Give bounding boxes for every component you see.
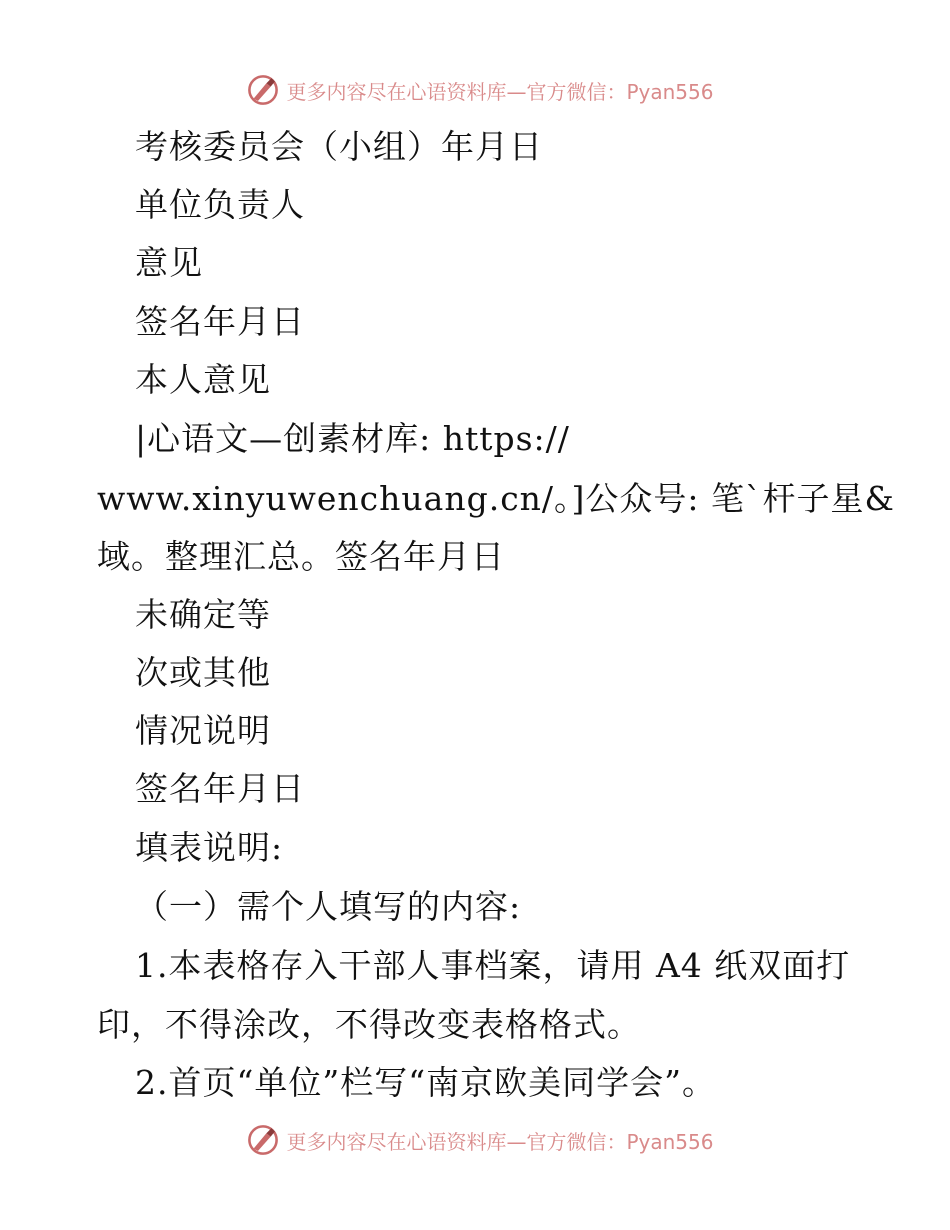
text-line: 域。整理汇总。签名年月日 bbox=[97, 537, 505, 576]
text-line: （一）需个人填写的内容: bbox=[135, 887, 522, 926]
text-line: 印，不得涂改，不得改变表格格式。 bbox=[97, 1005, 641, 1044]
text-line: 1.本表格存入干部人事档案，请用 A4 纸双面打 bbox=[135, 946, 851, 985]
text-line: 次或其他 bbox=[135, 653, 271, 692]
text-line: 考核委员会（小组）年月日 bbox=[135, 127, 543, 166]
text-line: 签名年月日 bbox=[135, 769, 305, 808]
text-line: 单位负责人 bbox=[135, 185, 305, 224]
footer-watermark bbox=[0, 1120, 950, 1160]
text-line: 填表说明: bbox=[135, 828, 284, 867]
text-line: 意见 bbox=[135, 243, 203, 282]
text-line: 本人意见 bbox=[135, 360, 271, 399]
footer-watermark-text: 更多内容尽在心语资料库—官方微信：Pyan556 bbox=[286, 1129, 714, 1154]
pen-logo-icon bbox=[246, 1123, 280, 1157]
header-watermark bbox=[0, 70, 950, 110]
text-line: 未确定等 bbox=[135, 595, 271, 634]
text-line: |心语文—创素材库: https:// bbox=[135, 419, 570, 458]
text-line: 签名年月日 bbox=[135, 302, 305, 341]
text-line: 情况说明 bbox=[135, 711, 271, 750]
pen-logo-icon bbox=[246, 73, 280, 107]
header-watermark-text: 更多内容尽在心语资料库—官方微信：Pyan556 bbox=[286, 79, 714, 104]
text-line: 2.首页“单位”栏写“南京欧美同学会”。 bbox=[135, 1063, 716, 1102]
text-line: www.xinyuwenchuang.cn/。]公众号: 笔`杆子星& bbox=[97, 479, 895, 518]
